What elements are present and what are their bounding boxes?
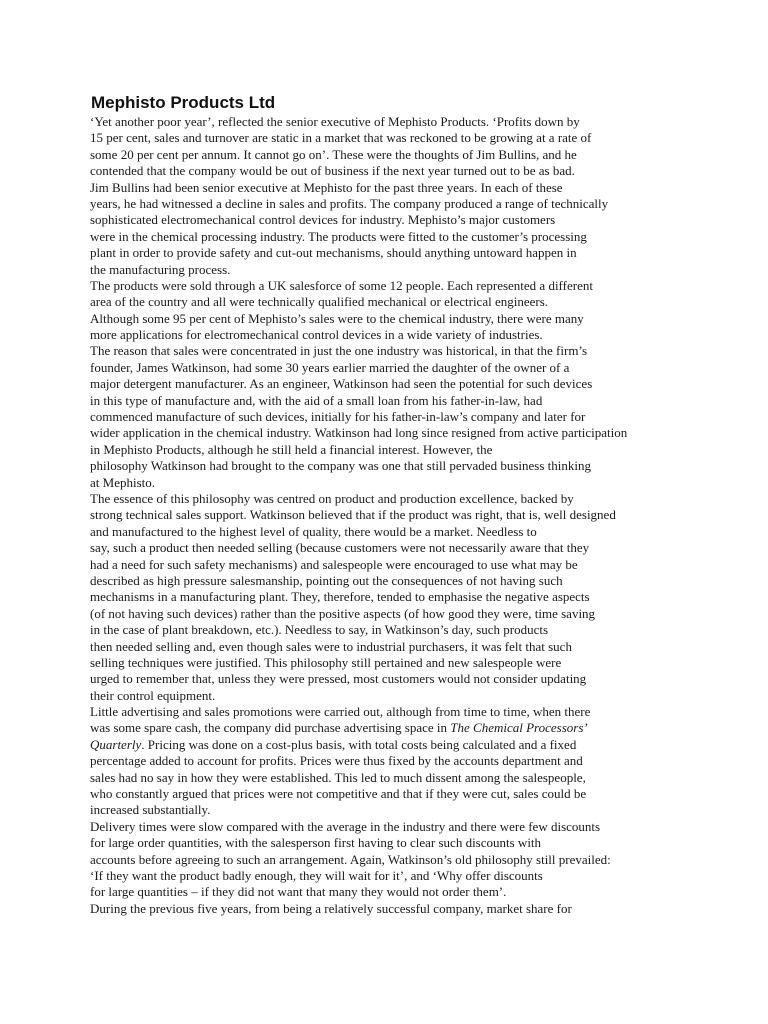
text-line: and manufactured to the highest level of quality, there would be a market. Needless to (90, 523, 537, 539)
text-line: sophisticated electromechanical control devices for industry. Mephisto’s major customers (90, 212, 556, 228)
text-line (90, 917, 690, 933)
text-line: for large order quantities, with the salesperson first having to clear such discounts with (90, 835, 542, 851)
text-line: the manufacturing process. (90, 261, 231, 277)
text-line: The products were sold through a UK salesforce of some 12 people. Each represented a different (90, 277, 593, 293)
text-line: say, such a product then needed selling (because customers were not necessarily aware that they (90, 540, 590, 556)
text-line: philosophy Watkinson had brought to the company was one that still pervaded business thinking (90, 458, 591, 474)
text-line: area of the country and all were technically qualified mechanical or electrical engineers. (90, 294, 549, 310)
text-line: were in the chemical processing industry. The products were fitted to the customer’s processing (90, 228, 587, 244)
text-line: for large quantities – if they did not want that many they would not order them’. (90, 884, 507, 900)
text-line: wider application in the chemical industry. Watkinson had long since resigned from active participation (90, 425, 628, 441)
text-line: strong technical sales support. Watkinson believed that if the product was right, that is, well designed (90, 507, 616, 523)
text-line: Jim Bullins had been senior executive at Mephisto for the past three years. In each of these (90, 179, 563, 195)
journal-title-italic-cont: Quarterly (90, 736, 142, 752)
text-line: at Mephisto. (90, 474, 155, 490)
text-line: had a need for such safety mechanisms) and salespeople were encouraged to use what may be (90, 556, 578, 572)
text-line: urged to remember that, unless they were pressed, most customers would not consider updating (90, 671, 587, 687)
text-line: accounts before agreeing to such an arrangement. Again, Watkinson’s old philosophy still prevailed: (90, 851, 611, 867)
text-line: some 20 per cent per annum. It cannot go on’. These were the thoughts of Jim Bullins, and he (90, 146, 577, 162)
text-line: plant in order to provide safety and cut-out mechanisms, should anything untoward happen in (90, 245, 577, 261)
text-line: Although some 95 per cent of Mephisto’s sales were to the chemical industry, there were many (90, 310, 584, 326)
document-body (90, 114, 690, 934)
text-line: During the previous five years, from being a relatively successful company, market share for (90, 900, 572, 916)
journal-title-italic: The Chemical Processors’ (450, 720, 588, 736)
text-line-with-italic (90, 720, 690, 736)
text-line: sales had no say in how they were established. This led to much dissent among the salespeople, (90, 769, 586, 785)
text-line: contended that the company would be out of business if the next year turned out to be as bad. (90, 163, 575, 179)
text-line: Little advertising and sales promotions were carried out, although from time to time, when there (90, 704, 591, 720)
text-line: percentage added to account for profits. Prices were thus fixed by the accounts department and (90, 753, 583, 769)
text-line: major detergent manufacturer. As an engineer, Watkinson had seen the potential for such devices (90, 376, 593, 392)
text-line: Delivery times were slow compared with the average in the industry and there were few discounts (90, 818, 601, 834)
text-line: commenced manufacture of such devices, initially for his father-in-law’s company and later for (90, 409, 586, 425)
text-line: (of not having such devices) rather than the positive aspects (of how good they were, time saving (90, 605, 596, 621)
text-line: The reason that sales were concentrated in just the one industry was historical, in that the firm’s (90, 343, 588, 359)
text-line: 15 per cent, sales and turnover are static in a market that was reckoned to be growing at a rate of (90, 130, 592, 146)
text-line: mechanisms in a manufacturing plant. They, therefore, tended to emphasise the negative aspects (90, 589, 590, 605)
text-line: in the case of plant breakdown, etc.). Needless to say, in Watkinson’s day, such products (90, 622, 549, 638)
text-segment: . Pricing was done on a cost-plus basis, with total costs being calculated and a fixed (141, 736, 577, 752)
text-line: founder, James Watkinson, had some 30 years earlier married the daughter of the owner of a (90, 359, 570, 375)
text-line: then needed selling and, even though sales were to industrial purchasers, it was felt that such (90, 638, 572, 654)
text-line: selling techniques were justified. This philosophy still pertained and new salespeople were (90, 654, 562, 670)
text-line: ‘Yet another poor year’, reflected the senior executive of Mephisto Products. ‘Profits down by (90, 114, 580, 129)
text-line: their control equipment. (90, 687, 216, 703)
text-line: more applications for electromechanical control devices in a wide variety of industries. (90, 327, 543, 343)
text-line: ‘If they want the product badly enough, they will wait for it’, and ‘Why offer discounts (90, 867, 543, 883)
text-line: who constantly argued that prices were not competitive and that if they were cut, sales could be (90, 786, 587, 802)
text-line: described as high pressure salesmanship, pointing out the consequences of not having such (90, 572, 563, 588)
text-line: in Mephisto Products, although he still held a financial interest. However, the (90, 441, 493, 457)
text-segment: was some spare cash, the company did purchase advertising space in (90, 720, 448, 736)
text-line: The essence of this philosophy was centred on product and production excellence, backed by (90, 490, 574, 506)
text-line-with-italic (90, 737, 690, 753)
text-line: in this type of manufacture and, with the aid of a small loan from his father-in-law, had (90, 392, 543, 408)
text-line: increased substantially. (90, 802, 211, 818)
document-title: Mephisto Products Ltd (91, 93, 276, 112)
text-line: years, he had witnessed a decline in sales and profits. The company produced a range of technically (90, 195, 609, 211)
